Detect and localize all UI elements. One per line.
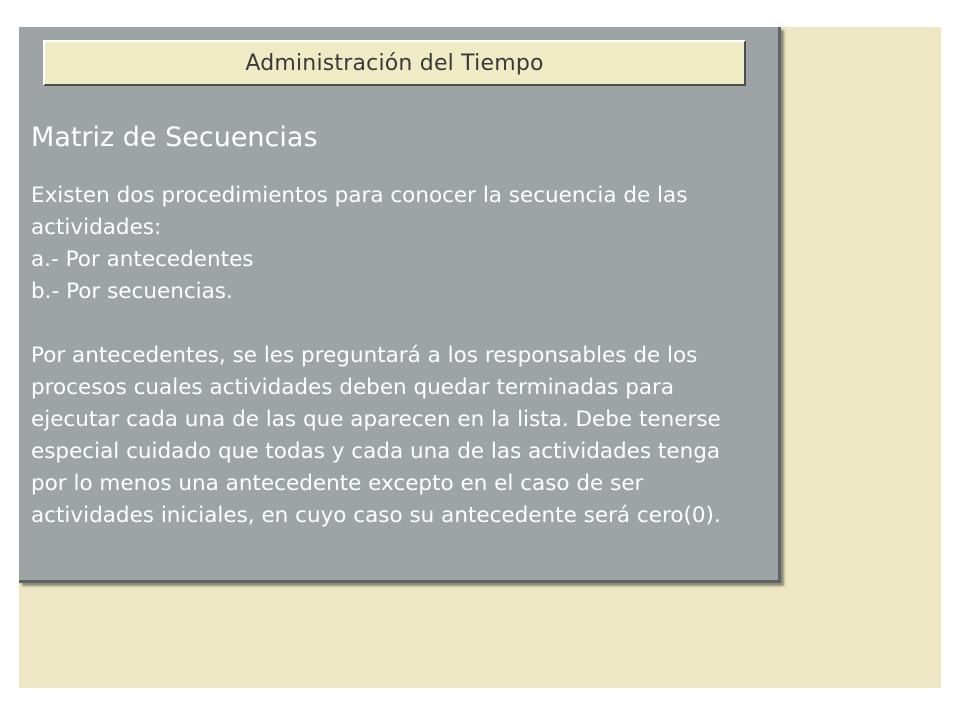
body-line: ejecutar cada una de las que aparecen en la lista. Debe tenerse <box>31 407 721 432</box>
paragraph-gap <box>31 308 791 340</box>
body-line: por lo menos una antecedente excepto en el caso de ser <box>31 471 644 496</box>
intro-line: actividades: <box>31 215 162 240</box>
content-area <box>31 120 791 532</box>
body-line: Por antecedentes, se les preguntará a los responsables de los <box>31 343 698 368</box>
title-bar <box>43 40 746 86</box>
list-item-secuencias: b.- Por secuencias. <box>31 279 233 304</box>
body-line: especial cuidado que todas y cada una de las actividades tenga <box>31 439 721 464</box>
body-line: actividades iniciales, en cuyo caso su antecedente será cero(0). <box>31 503 721 528</box>
intro-line: Existen dos procedimientos para conocer la secuencia de las <box>31 183 688 208</box>
list-item-antecedentes: a.- Por antecedentes <box>31 247 254 272</box>
page-title: Administración del Tiempo <box>245 50 544 76</box>
section-heading: Matriz de Secuencias <box>31 122 318 153</box>
body-line: procesos cuales actividades deben quedar terminadas para <box>31 375 675 400</box>
